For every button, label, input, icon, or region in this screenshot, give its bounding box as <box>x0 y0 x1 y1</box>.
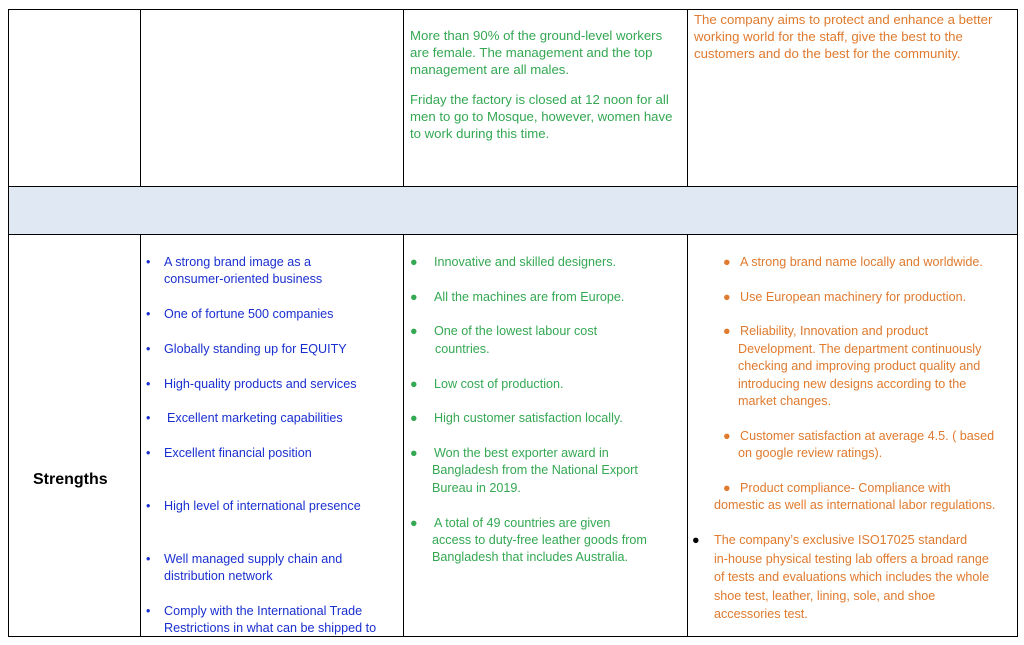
list-item-text: One of the lowest labour cost <box>434 324 598 338</box>
list-item-text: Bangladesh that includes Australia. <box>432 550 629 564</box>
list-item: ● One of the lowest labour cost <box>410 324 598 338</box>
list-item <box>738 341 981 359</box>
list-item-text: introducing new designs according to the <box>738 377 967 391</box>
list-item: • High level of international presence <box>146 499 361 513</box>
list-item <box>164 620 376 636</box>
list-item-text: Comply with the International Trade <box>164 604 363 618</box>
list-item-text: access to duty-free leather goods from <box>432 533 647 547</box>
list-item: • A strong brand image as a <box>146 255 312 269</box>
list-item-text: Development. The department continuously <box>738 342 982 356</box>
list-item <box>432 480 521 498</box>
list-item: • Excellent marketing capabilities <box>146 411 343 425</box>
list-item-text: Bangladesh from the National Export <box>432 463 638 477</box>
list-item: ● Innovative and skilled designers. <box>410 255 617 269</box>
list-item <box>432 462 638 480</box>
list-item-text: countries. <box>435 342 490 356</box>
list-item-text: All the machines are from Europe. <box>434 290 625 304</box>
list-item <box>432 532 647 550</box>
list-item-text: consumer-oriented business <box>164 272 323 286</box>
list-item: ● High customer satisfaction locally. <box>410 411 623 425</box>
list-item-text: of tests and evaluations which includes the whole <box>714 570 990 584</box>
list-item <box>164 271 322 289</box>
list-item-text: A strong brand name locally and worldwide. <box>740 255 983 269</box>
list-item-text: in-house physical testing lab offers a broad range <box>714 552 989 566</box>
list-item-text: market changes. <box>738 394 832 408</box>
table-border-left <box>8 9 9 637</box>
list-item-text: Well managed supply chain and <box>164 552 343 566</box>
list-item <box>714 606 808 624</box>
list-item-text: Globally standing up for EQUITY <box>164 342 347 356</box>
list-item-text: checking and improving product quality and <box>738 359 981 373</box>
list-item: ● Product compliance- Compliance with <box>723 481 951 495</box>
list-item <box>714 551 989 569</box>
list-item: ● All the machines are from Europe. <box>410 290 625 304</box>
list-item: • Globally standing up for EQUITY <box>146 342 347 356</box>
cell-paragraph: The company aims to protect and enhance a better working world for the staff, give the best to the customers and do the best for the community. <box>694 12 993 61</box>
list-item <box>164 568 273 586</box>
strengths-col4-cell <box>688 235 1017 636</box>
column-divider <box>140 9 141 187</box>
table-border-right <box>1017 9 1018 637</box>
list-item: ● The company’s exclusive ISO17025 standard <box>692 533 968 547</box>
column-divider <box>403 9 404 187</box>
list-item-text: A strong brand image as a <box>164 255 312 269</box>
list-item: • Well managed supply chain and <box>146 552 343 566</box>
list-item-text: Low cost of production. <box>434 377 564 391</box>
list-item-text: High customer satisfaction locally. <box>434 411 623 425</box>
list-item-text: Innovative and skilled designers. <box>434 255 617 269</box>
list-item: ● Low cost of production. <box>410 377 564 391</box>
list-item-text: The company’s exclusive ISO17025 standard <box>714 533 968 547</box>
list-item <box>714 569 989 587</box>
list-item-text: Excellent financial position <box>164 446 312 460</box>
section-separator-band <box>9 187 1017 234</box>
cell-paragraph: Friday the factory is closed at 12 noon for all men to go to Mosque, however, women have to work during this time. <box>410 92 673 141</box>
list-item-text: shoe test, leather, lining, sole, and shoe <box>714 589 936 603</box>
list-item-text: Won the best exporter award in <box>434 446 609 460</box>
list-item: ● A total of 49 countries are given <box>410 516 611 530</box>
list-item: • One of fortune 500 companies <box>146 307 334 321</box>
strengths-col2-cell <box>141 235 403 636</box>
list-item: ● Won the best exporter award in <box>410 446 609 460</box>
cell-paragraph: More than 90% of the ground-level workers are female. The management and the top management are all males. <box>410 28 663 77</box>
list-item: ● Customer satisfaction at average 4.5. ( based <box>723 429 995 443</box>
list-item-text: Bureau in 2019. <box>432 481 521 495</box>
list-item-text: distribution network <box>164 569 273 583</box>
list-item <box>714 497 995 515</box>
list-item-text: accessories test. <box>714 607 808 621</box>
table-border-bottom <box>8 636 1018 637</box>
column-divider <box>687 9 688 187</box>
list-item-text: A total of 49 countries are given <box>434 516 611 530</box>
list-item <box>738 445 882 463</box>
list-item-text: Restrictions in what can be shipped to <box>164 621 377 635</box>
list-item <box>738 376 966 394</box>
list-item <box>714 588 935 606</box>
list-item: • High-quality products and services <box>146 377 357 391</box>
list-item-text: Customer satisfaction at average 4.5. ( based <box>740 429 995 443</box>
list-item-text: domestic as well as international labor regulations. <box>714 498 996 512</box>
list-item-text: High-quality products and services <box>164 377 357 391</box>
list-item: ● A strong brand name locally and worldwide. <box>723 255 983 269</box>
strengths-col3-cell <box>404 235 687 636</box>
list-item-text: Use European machinery for production. <box>740 290 967 304</box>
list-item <box>738 358 980 376</box>
list-item-text: High level of international presence <box>164 499 361 513</box>
list-item <box>435 341 490 359</box>
list-item-text: on google review ratings). <box>738 446 883 460</box>
row-divider <box>8 186 1018 187</box>
list-item: ● Reliability, Innovation and product <box>723 324 929 338</box>
list-item <box>738 393 831 411</box>
list-item: • Comply with the International Trade <box>146 604 363 618</box>
row-heading-strengths: Strengths <box>33 471 108 488</box>
list-item-text: One of fortune 500 companies <box>164 307 334 321</box>
table-border-top <box>8 9 1018 10</box>
list-item-text: Reliability, Innovation and product <box>740 324 929 338</box>
list-item-text: Excellent marketing capabilities <box>167 411 343 425</box>
list-item: ● Use European machinery for production. <box>723 290 967 304</box>
list-item <box>432 549 628 567</box>
list-item: • Excellent financial position <box>146 446 312 460</box>
list-item-text: Product compliance- Compliance with <box>740 481 951 495</box>
